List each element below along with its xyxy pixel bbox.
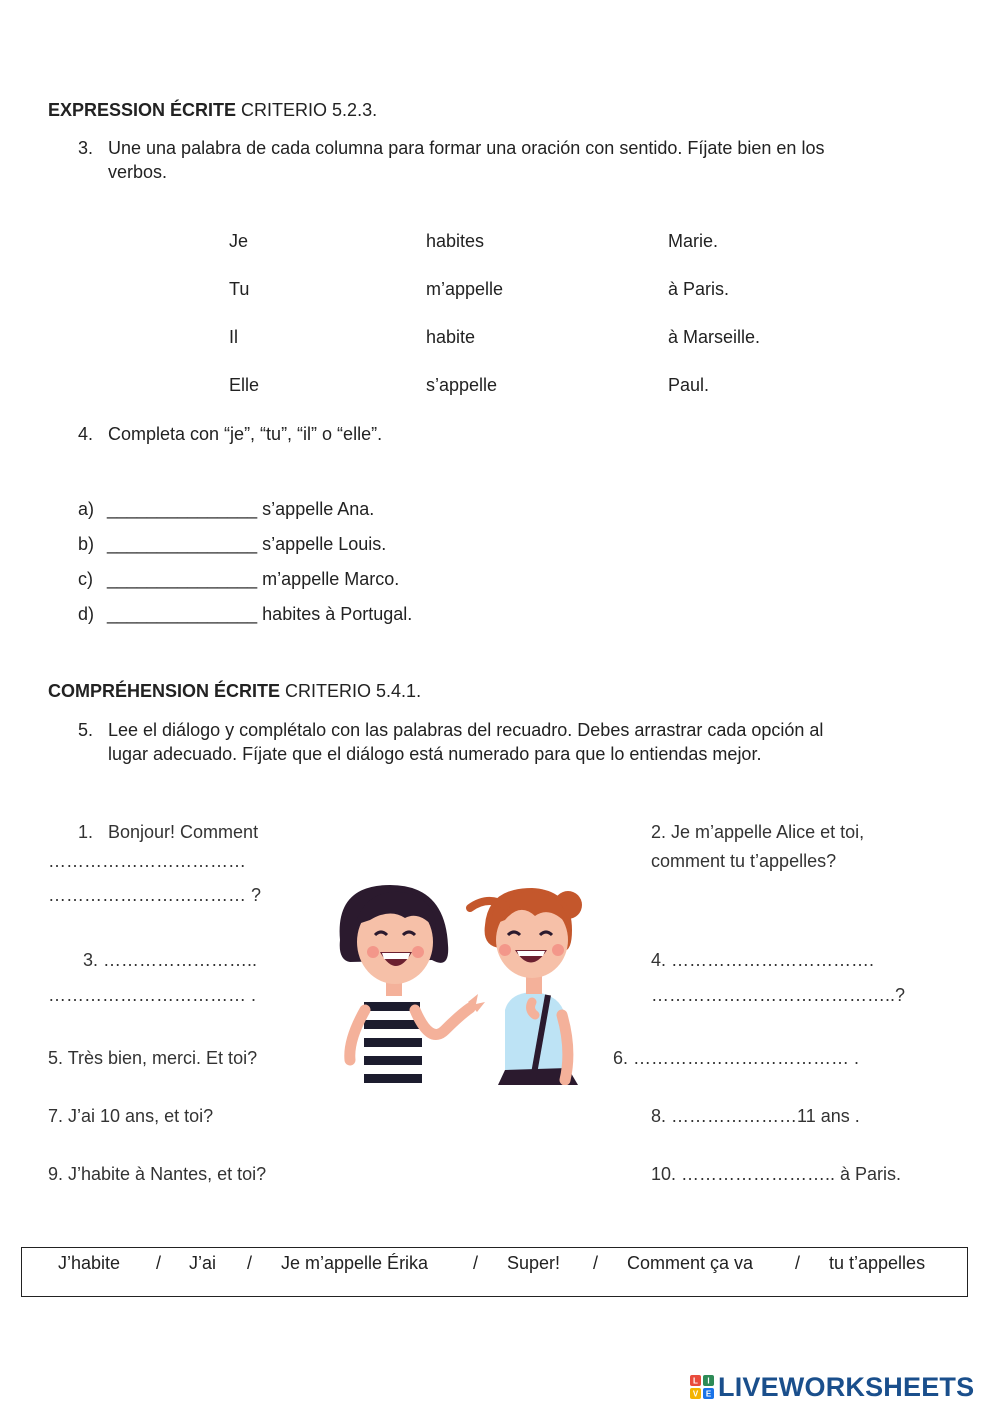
- q3-instruction-line1: Une una palabra de cada columna para formar una oración con sentido. Fíjate bien en los: [108, 138, 825, 158]
- col3-word[interactable]: à Paris.: [668, 279, 730, 299]
- section-heading-bold: EXPRESSION ÉCRITE: [48, 100, 237, 120]
- q3-number: 3.: [78, 138, 94, 158]
- q4-blank-input[interactable]: _______________: [107, 499, 258, 519]
- q4-blank-input[interactable]: _______________: [107, 569, 258, 589]
- dialog-4-blank[interactable]: 4. …………………………….: [651, 950, 875, 970]
- q4-item-letter: d): [78, 604, 95, 624]
- logo-mark-letter: E: [705, 1389, 712, 1399]
- col1-word[interactable]: Tu: [229, 279, 250, 299]
- q4-item: [107, 497, 374, 521]
- section-heading-criterio: CRITERIO 5.2.3.: [236, 100, 378, 120]
- word-option[interactable]: Comment ça va: [627, 1253, 754, 1273]
- dialog-10-blank[interactable]: 10. …………………….. à Paris.: [651, 1164, 902, 1184]
- dialog-6-blank[interactable]: 6. ……………………………… .: [613, 1048, 860, 1068]
- word-separator: /: [593, 1253, 599, 1273]
- dialog-2-line2: comment tu t’appelles?: [651, 851, 837, 871]
- word-bank-box: [21, 1247, 968, 1297]
- girl-red-hair-figure: [470, 888, 582, 1085]
- q4-item-text: habites à Portugal.: [257, 604, 413, 624]
- col3-word[interactable]: à Marseille.: [668, 327, 761, 347]
- logo-mark-letter: I: [707, 1376, 710, 1386]
- col1-word[interactable]: Elle: [229, 375, 260, 395]
- girl-dark-hair-figure: [340, 885, 485, 1085]
- col2-word[interactable]: s’appelle: [426, 375, 498, 395]
- logo-mark-letter: V: [692, 1389, 699, 1399]
- section-heading-bold: COMPRÉHENSION ÉCRITE: [48, 681, 281, 701]
- col3-word[interactable]: Paul.: [668, 375, 710, 395]
- section-heading-comprehension: [48, 679, 421, 703]
- word-option[interactable]: Je m’appelle Érika: [281, 1253, 429, 1273]
- word-separator: /: [795, 1253, 801, 1273]
- dialog-3-blank[interactable]: 3. ……………………..: [83, 950, 258, 970]
- q4-item-text: s’appelle Louis.: [257, 534, 387, 554]
- dialog-9: 9. J’habite à Nantes, et toi?: [48, 1164, 267, 1184]
- q4-blank-input[interactable]: _______________: [107, 534, 258, 554]
- q4-item: [107, 532, 386, 556]
- q5-instruction-line1: Lee el diálogo y complétalo con las palabras del recuadro. Debes arrastrar cada opción al: [108, 720, 824, 740]
- liveworksheets-logo-text: LIVEWORKSHEETS: [718, 1372, 975, 1402]
- col2-word[interactable]: habite: [426, 327, 476, 347]
- dialog-8-blank[interactable]: 8. …………………11 ans .: [651, 1106, 860, 1126]
- q4-number: 4.: [78, 424, 94, 444]
- q4-item-letter: a): [78, 499, 95, 519]
- q4-item-text: s’appelle Ana.: [257, 499, 375, 519]
- q4-blank-input[interactable]: _______________: [107, 604, 258, 624]
- q5-number: 5.: [78, 720, 94, 740]
- dialog-1-blank[interactable]: ……………………………: [48, 851, 246, 871]
- col2-word[interactable]: m’appelle: [426, 279, 504, 299]
- word-separator: /: [473, 1253, 479, 1273]
- dialog-1-text: Bonjour! Comment: [108, 822, 259, 842]
- section-heading-criterio: CRITERIO 5.4.1.: [280, 681, 422, 701]
- dialog-1-number: 1.: [78, 822, 94, 842]
- dialog-7: 7. J’ai 10 ans, et toi?: [48, 1106, 214, 1126]
- word-separator: /: [247, 1253, 253, 1273]
- liveworksheets-logo-icon: [690, 1375, 714, 1399]
- q4-instruction: Completa con “je”, “tu”, “il” o “elle”.: [108, 424, 383, 444]
- word-option[interactable]: Super!: [507, 1253, 561, 1273]
- col3-word[interactable]: Marie.: [668, 231, 719, 251]
- word-option[interactable]: tu t’appelles: [829, 1253, 926, 1273]
- col1-word[interactable]: Je: [229, 231, 249, 251]
- q4-item: [107, 602, 412, 626]
- q4-item-letter: b): [78, 534, 95, 554]
- dialog-2-line1: 2. Je m’appelle Alice et toi,: [651, 822, 865, 842]
- logo-mark-letter: L: [693, 1376, 698, 1386]
- q4-item-letter: c): [78, 569, 93, 589]
- col1-word[interactable]: Il: [229, 327, 238, 347]
- dialog-3-blank[interactable]: …………………………… .: [48, 985, 257, 1005]
- word-option[interactable]: J’ai: [189, 1253, 217, 1273]
- word-separator: /: [156, 1253, 162, 1273]
- q4-item-text: m’appelle Marco.: [257, 569, 400, 589]
- q3-instruction-line2: verbos.: [108, 162, 168, 182]
- word-option[interactable]: J’habite: [58, 1253, 121, 1273]
- dialog-1-blank[interactable]: …………………………… ?: [48, 885, 262, 905]
- liveworksheets-logo: [690, 1372, 974, 1402]
- dialog-5: 5. Très bien, merci. Et toi?: [48, 1048, 258, 1068]
- q4-item: [107, 567, 399, 591]
- dialog-4-blank[interactable]: …………………………………..?: [651, 985, 906, 1005]
- col2-word[interactable]: habites: [426, 231, 485, 251]
- section-heading-expression: [48, 98, 377, 122]
- q5-instruction-line2: lugar adecuado. Fíjate que el diálogo está numerado para que lo entiendas mejor.: [108, 744, 762, 764]
- girls-talking-illustration: [310, 880, 590, 1085]
